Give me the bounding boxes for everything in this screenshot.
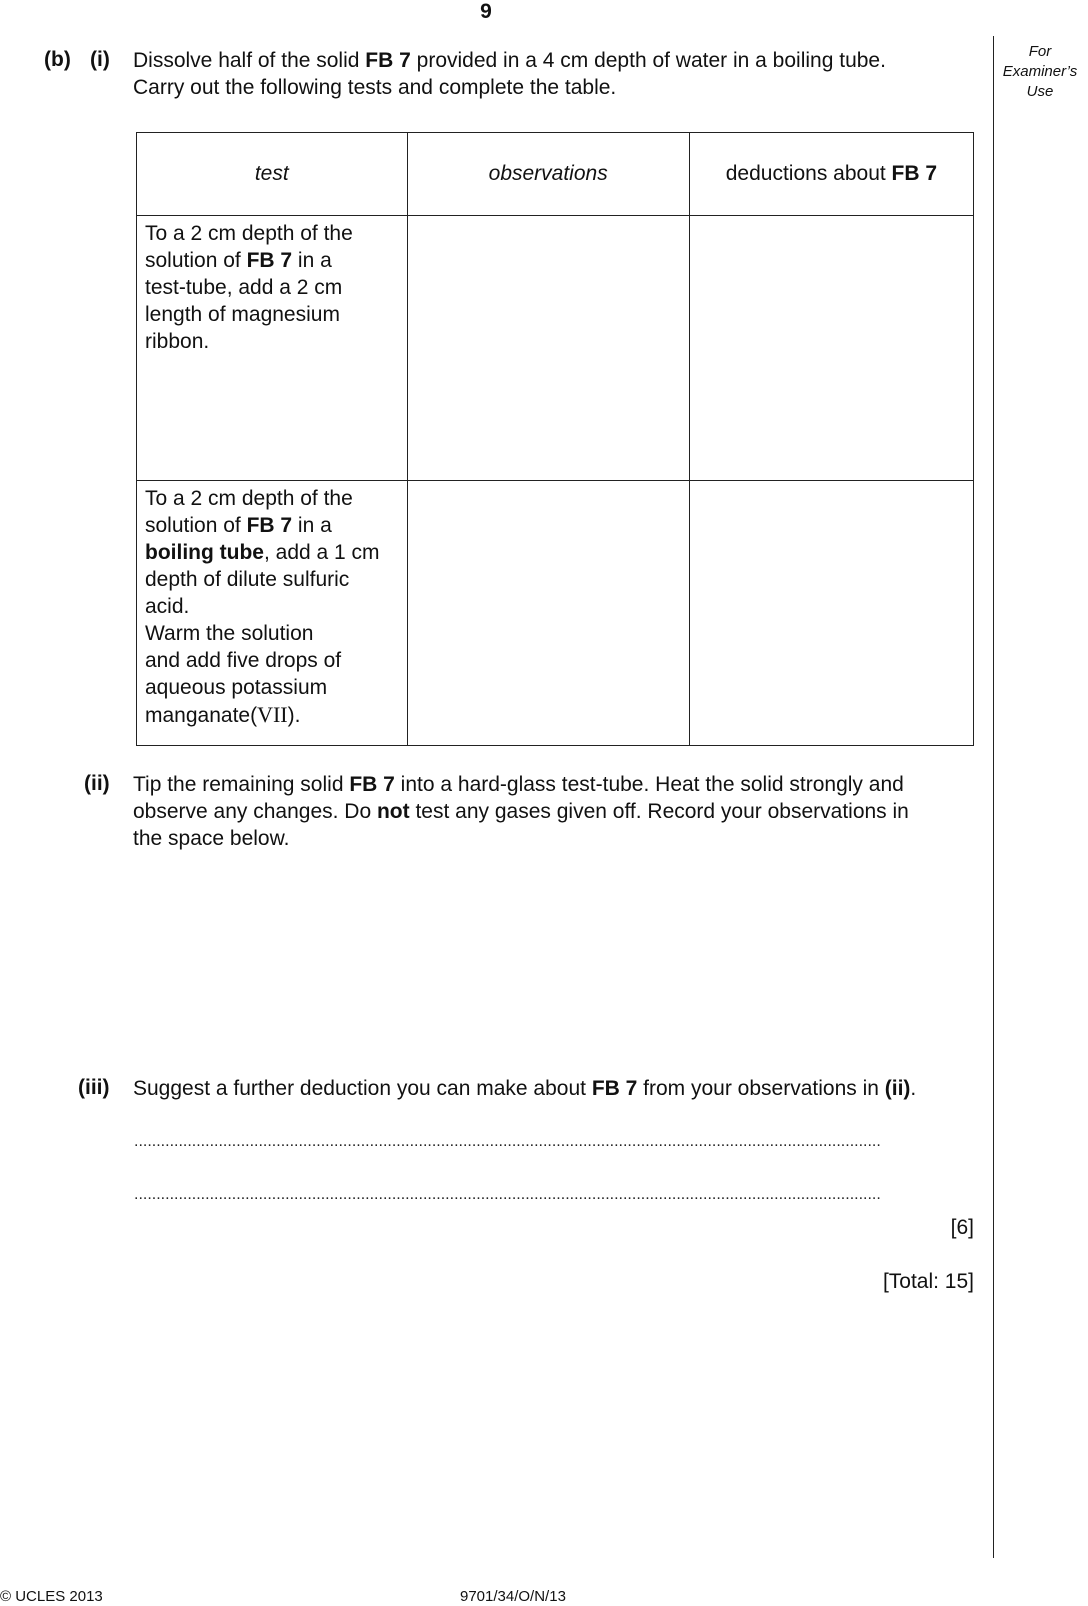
- copyright-footer: © UCLES 2013: [0, 1588, 103, 1605]
- test-cell: [137, 216, 408, 481]
- test-line: ribbon.: [145, 330, 210, 353]
- question-line: Dissolve half of the solid FB 7 provided in a 4 cm depth of water in a boiling tube.: [133, 49, 886, 72]
- observations-answer-cell[interactable]: [407, 481, 689, 746]
- question-line: the space below.: [133, 827, 290, 850]
- table-header-row: [137, 133, 974, 216]
- dotted-rule: ........................................................................................................................................................................: [134, 1133, 881, 1150]
- header-test: test: [137, 133, 408, 216]
- table-row: [137, 216, 974, 481]
- question-line: Carry out the following tests and complete the table.: [133, 76, 617, 99]
- test-cell: [137, 481, 408, 746]
- test-line: and add five drops of: [145, 649, 342, 672]
- question-line: Tip the remaining solid FB 7 into a hard-glass test-tube. Heat the solid strongly and: [133, 773, 904, 796]
- table-row: [137, 481, 974, 746]
- header-observations: observations: [407, 133, 689, 216]
- total-marks-label: [Total: 15]: [882, 1270, 974, 1293]
- sub-i-label: (i): [90, 48, 110, 71]
- examiner-label-line: For: [1028, 43, 1052, 60]
- results-table: [136, 132, 974, 746]
- test-line: depth of dilute sulfuric: [145, 568, 350, 591]
- deductions-answer-cell[interactable]: [689, 481, 973, 746]
- header-deductions: deductions about FB 7: [689, 133, 973, 216]
- deductions-answer-cell[interactable]: [689, 216, 973, 481]
- examiner-margin-line: [993, 36, 994, 1558]
- examiner-label-line: Examiner’s: [1002, 63, 1078, 80]
- test-line: solution of FB 7 in a: [145, 514, 332, 537]
- question-line: observe any changes. Do not test any gases given off. Record your observations in: [133, 800, 909, 823]
- question-b-iii-text: Suggest a further deduction you can make about FB 7 from your observations in (ii).: [133, 1077, 917, 1100]
- page-number: 9: [480, 0, 492, 23]
- marks-label: [6]: [950, 1216, 974, 1239]
- test-line: boiling tube, add a 1 cm: [145, 541, 380, 564]
- test-line: acid.: [145, 595, 190, 618]
- test-line: manganate(VII).: [145, 702, 301, 727]
- dotted-rule: ........................................................................................................................................................................: [134, 1186, 881, 1203]
- paper-code-footer: 9701/34/O/N/13: [460, 1588, 566, 1605]
- test-line: To a 2 cm depth of the: [145, 487, 353, 510]
- answer-line-2[interactable]: [134, 1186, 974, 1204]
- test-line: To a 2 cm depth of the: [145, 222, 353, 245]
- part-b-label: (b): [44, 48, 71, 71]
- observations-answer-cell[interactable]: [407, 216, 689, 481]
- sub-iii-label: (iii): [78, 1076, 110, 1099]
- question-b-i-text: [133, 47, 983, 101]
- question-b-ii-text: [133, 771, 983, 852]
- test-line: Warm the solution: [145, 622, 314, 645]
- answer-line-1[interactable]: [134, 1133, 974, 1151]
- sub-ii-label: (ii): [84, 772, 110, 795]
- observations-answer-space[interactable]: [133, 860, 973, 1040]
- test-line: aqueous potassium: [145, 676, 328, 699]
- test-line: length of magnesium: [145, 303, 340, 326]
- test-line: test-tube, add a 2 cm: [145, 276, 343, 299]
- examiner-use-label: [993, 42, 1087, 102]
- examiner-label-line: Use: [1026, 83, 1054, 100]
- test-line: solution of FB 7 in a: [145, 249, 332, 272]
